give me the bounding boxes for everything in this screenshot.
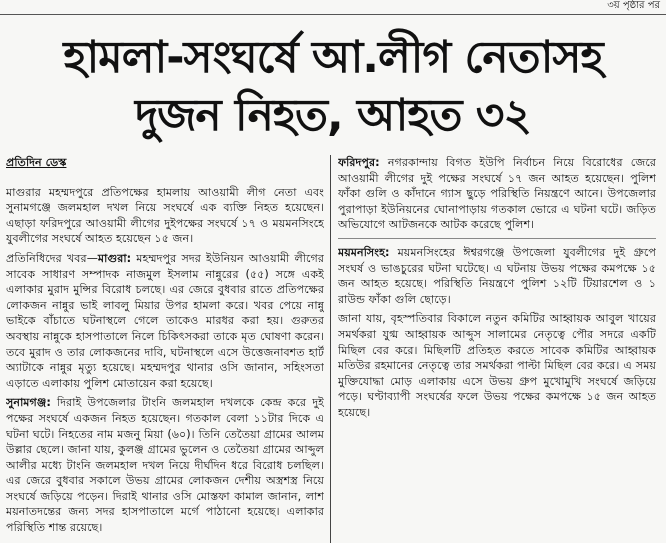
sunamganj-text: দিরাই উপজেলার টাংনি জলমহাল দখলকে কেন্দ্র করে দুই পক্ষের সংঘর্ষে একজন নিহত হয়েছেন। গতকাল বেলা ১১টার দিকে এ ঘটনা ঘটে। নিহতের নাম মজনু মিয়া (৬০)। তিনি তেতৈয়া গ্রামের আলম উল্লার ছেলে। জানা যায়, কুলঞ্জ গ্রামের ভুলেন ও তেতৈয়া গ্রামের আব্দুল আলীর মধ্যে টাংনি জলমহাল দখল নিয়ে দীর্ঘদিন ধরে বিরোধ চলছিল। এর জেরে বুধবার সকালে উভয় গ্রামের লোকজন দেশীয় অস্ত্রশস্ত্র নিয়ে সংঘর্ষে জড়িয়ে পড়েন। দিরাই থানার ওসি মোস্তফা কামাল জানান, লাশ ময়নাতদন্তের জন্য সদর হাসপাতালে মর্গে পাঠানো হয়েছে। এলাকার পরিস্থিতি শান্ত রয়েছে। [6, 396, 324, 535]
byline: প্রতিদিন ডেস্ক [6, 156, 67, 169]
headline [0, 30, 666, 146]
mymensingh-paragraph [338, 245, 656, 307]
faridpur-text: নগরকান্দায় বিগত ইউপি নির্বাচন নিয়ে বিরোধের জেরে আওয়ামী লীগের দুই পক্ষের সংঘর্ষে ১৭ জন আহত হয়েছেন। পুলিশ ফাঁকা গুলি ও কাঁদানে গ্যাস ছুড়ে পরিস্থিতি নিয়ন্ত্রণে আনে। উপজেলার পুরাপাড়া ইউনিয়নের ঘোনাপাড়ায় গতকাল ভোরে এ ঘটনা ঘটে। জড়িত অভিযোগে আটজনকে আটক করেছে পুলিশ। [338, 156, 656, 232]
mymensingh-paragraph-2: জানা যায়, বৃহস্পতিবার বিকালে নতুন কমিটির আহ্বায়ক আবুল খায়ের সমর্থকরা যুগ্ম আহ্বায়ক আব্দুস সালামের নেতৃত্বে পৌর সদরে একটি মিছিল বের করে। মিছিলটি প্রতিহত করতে সাবেক কমিটির আহ্বায়ক মতিউর রহমানের নেতৃত্বে তার সমর্থকরা পাল্টা মিছিল বের করে। এ সময় মুক্তিযোদ্ধা মোড় এলাকায় এসে উভয় গ্রুপ মুখোমুখি সংঘর্ষে জড়িয়ে পড়ে। ঘণ্টাব্যাপী সংঘর্ষের ফলে উভয় পক্ষের কমপক্ষে ১৫ জন আহত হয়েছে। [338, 312, 656, 419]
faridpur-paragraph [338, 155, 656, 233]
headline-line-2: দুজন নিহত, আহত ৩২ [134, 90, 532, 141]
page-continuation-label: ৩য় পৃষ্ঠার পর [607, 0, 660, 11]
mymensingh-dateline: ময়মনসিংহ: [338, 245, 390, 259]
mymensingh-text: ময়মনসিংহের ঈশ্বরগঞ্জে উপজেলা যুবলীগের দুই গ্রুপে সংঘর্ষ ও ভাঙচুরের ঘটনা ঘটেছে। এ ঘটনায় উভয় পক্ষের কমপক্ষে ১৫ জন আহত হয়েছে। পরিস্থিতি নিয়ন্ত্রণে পুলিশ ১২টি টিয়ারশেল ও ১ রাউন্ড ফাঁকা গুলি ছোড়ে। [338, 245, 656, 306]
top-strip [0, 0, 666, 15]
reporter-prefix: প্রতিনিধিদের খবর— [6, 251, 98, 265]
magura-dateline: মাগুরা: [97, 251, 132, 265]
article-column-right [338, 155, 656, 543]
article-column-left [6, 155, 324, 543]
article-intro: মাগুরার মহম্মদপুরে প্রতিপক্ষের হামলায় আওয়ামী লীগ নেতা এবং সুনামগঞ্জে জলমহাল দখল নিয়ে সংঘর্ষে এক ব্যক্তি নিহত হয়েছেন। এছাড়া ফরিদপুরে আওয়ামী লীগের দুইপক্ষের সংঘর্ষে ১৭ ও ময়মনসিংহে যুবলীগের সংঘর্ষে আহত হয়েছেন ১৫ জন। [6, 185, 324, 246]
sunamganj-paragraph [6, 395, 324, 535]
column-divider [330, 155, 331, 543]
magura-paragraph [6, 251, 324, 391]
headline-line-1: হামলা-সংঘর্ষে আ.লীগ নেতাসহ [63, 32, 603, 83]
faridpur-dateline: ফরিদপুর: [338, 156, 380, 169]
section-divider [338, 238, 656, 239]
sunamganj-dateline: সুনামগঞ্জ: [6, 396, 51, 410]
magura-text: মহম্মদপুর সদর ইউনিয়ন আওয়ামী লীগের সাবেক সাধারণ সম্পাদক নাজমুল ইসলাম নান্নুরের (৫৫) সঙ্গে একই এলাকার মুরাদ মুন্সির বিরোধ চলছে। এর জেরে বুধবার রাতে প্রতিপক্ষের লোকজন নান্নুর ভাই লাবলু মিয়ার উপর হামলা করে। খবর পেয়ে নান্নু ভাইকে বাঁচাতে ঘটনাস্থলে গেলে তাকেও মারধর করা হয়। গুরুতর অবস্থায় নান্নুকে হাসপাতালে নিলে চিকিৎসকরা তাকে মৃত ঘোষণা করেন। তবে মুরাদ ও তার লোকজনের দাবি, ঘটনাস্থলে এসে উত্তেজনাবশত হার্ট অ্যাটাকে নান্নুর মৃত্যু হয়েছে। মহম্মদপুর থানার ওসি জানান, সহিংসতা এড়াতে এলাকায় পুলিশ মোতায়েন করা হয়েছে। [6, 251, 324, 390]
